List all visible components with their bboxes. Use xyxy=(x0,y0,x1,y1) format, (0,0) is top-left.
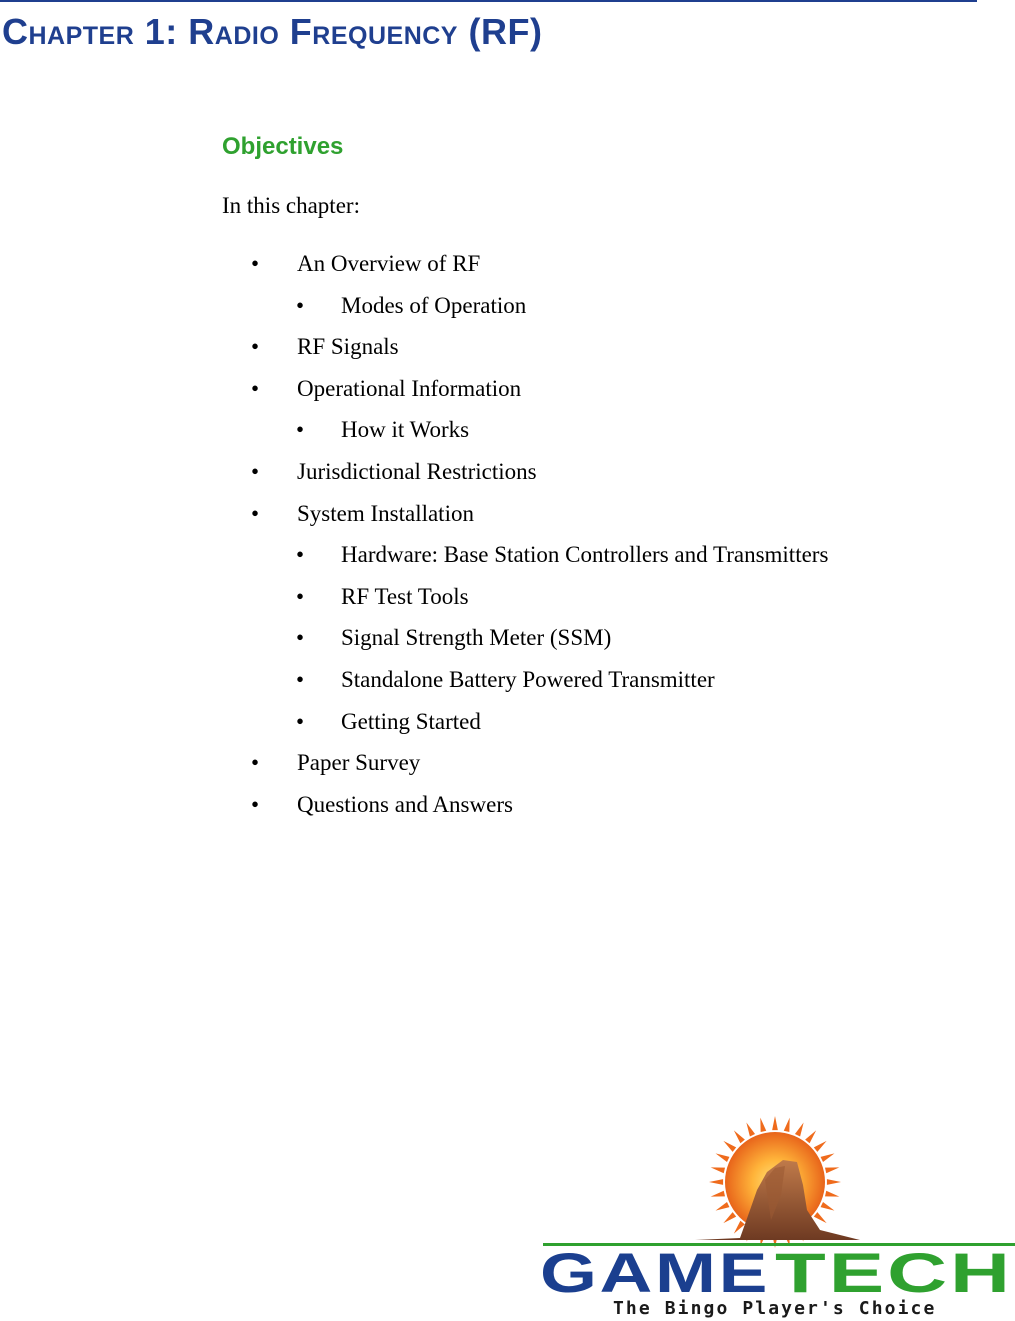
objective-text: Standalone Battery Powered Transmitter xyxy=(341,666,715,692)
sun-ray xyxy=(716,1202,730,1211)
objective-subitem xyxy=(0,582,1015,624)
objective-text: RF Test Tools xyxy=(341,583,469,609)
objective-subitem xyxy=(0,623,1015,665)
sun-ray xyxy=(711,1167,725,1173)
objective-text: Hardware: Base Station Controllers and Transmitters xyxy=(341,542,829,568)
objective-text: System Installation xyxy=(297,500,474,526)
chapter-title: Chapter 1: Radio Frequency (RF) xyxy=(2,11,543,52)
bullet-icon: • xyxy=(296,542,305,568)
sun-ray xyxy=(723,1212,736,1223)
sun-ray xyxy=(760,1118,766,1132)
objective-subitem xyxy=(0,291,1015,333)
sun-ray xyxy=(772,1116,778,1130)
sun-ray xyxy=(814,1141,827,1152)
objective-text: Paper Survey xyxy=(297,750,421,776)
sun-ray xyxy=(784,1118,790,1132)
bullet-icon: • xyxy=(296,292,305,318)
bullet-icon: • xyxy=(296,625,305,651)
bullet-icon: • xyxy=(251,251,260,276)
bullet-icon: • xyxy=(251,375,260,401)
sun-ray xyxy=(814,1212,827,1223)
objective-text: Questions and Answers xyxy=(297,791,513,817)
logo-wordmark-right: TECH xyxy=(775,1241,1013,1295)
sun-ray xyxy=(711,1191,725,1197)
sun-ray xyxy=(805,1130,816,1143)
sun-ray xyxy=(723,1141,736,1152)
objective-item xyxy=(0,748,1015,790)
objective-subitem xyxy=(0,540,1015,582)
sun-ray xyxy=(827,1179,841,1185)
objective-text: RF Signals xyxy=(297,334,399,360)
logo-tagline: The Bingo Player's Choice xyxy=(613,1298,937,1319)
bullet-icon: • xyxy=(296,417,305,443)
objective-subitem xyxy=(0,415,1015,457)
objective-text: An Overview of RF xyxy=(297,251,481,276)
bullet-icon: • xyxy=(251,334,260,360)
objective-text: Modes of Operation xyxy=(341,292,527,318)
objective-subitem xyxy=(0,665,1015,707)
bullet-icon: • xyxy=(251,458,260,484)
sun-ray xyxy=(821,1153,835,1162)
bullet-icon: • xyxy=(296,583,305,609)
intro-text: In this chapter: xyxy=(222,193,360,218)
sun-ray xyxy=(716,1153,730,1162)
sun-ray xyxy=(821,1202,835,1211)
objective-text: How it Works xyxy=(341,417,470,443)
objective-subitem xyxy=(0,707,1015,749)
sun-ray xyxy=(825,1167,839,1173)
bullet-icon: • xyxy=(251,791,260,817)
sun-ray xyxy=(825,1191,839,1197)
bullet-icon: • xyxy=(296,708,305,734)
objective-text: Jurisdictional Restrictions xyxy=(297,458,537,484)
objective-item xyxy=(0,499,1015,541)
gametech-logo xyxy=(535,1090,1015,1321)
objective-item xyxy=(0,374,1015,416)
objectives-list xyxy=(0,249,1015,831)
sun-ray xyxy=(746,1123,755,1137)
objective-text: Operational Information xyxy=(297,375,522,401)
top-rule xyxy=(0,0,977,2)
sun-ray xyxy=(795,1123,804,1137)
objective-text: Getting Started xyxy=(341,708,481,734)
gametech-logo-graphic xyxy=(535,1090,1015,1295)
objective-item xyxy=(0,249,1015,291)
bullet-icon: • xyxy=(251,750,260,776)
objective-item xyxy=(0,332,1015,374)
section-heading: Objectives xyxy=(222,133,344,160)
logo-wordmark-left: GAME xyxy=(540,1241,770,1295)
objective-item xyxy=(0,790,1015,832)
bullet-icon: • xyxy=(296,666,305,692)
sun-ray xyxy=(709,1179,723,1185)
bullet-icon: • xyxy=(251,500,260,526)
sun-ray xyxy=(734,1130,745,1143)
objective-text: Signal Strength Meter (SSM) xyxy=(341,625,612,651)
objective-item xyxy=(0,457,1015,499)
